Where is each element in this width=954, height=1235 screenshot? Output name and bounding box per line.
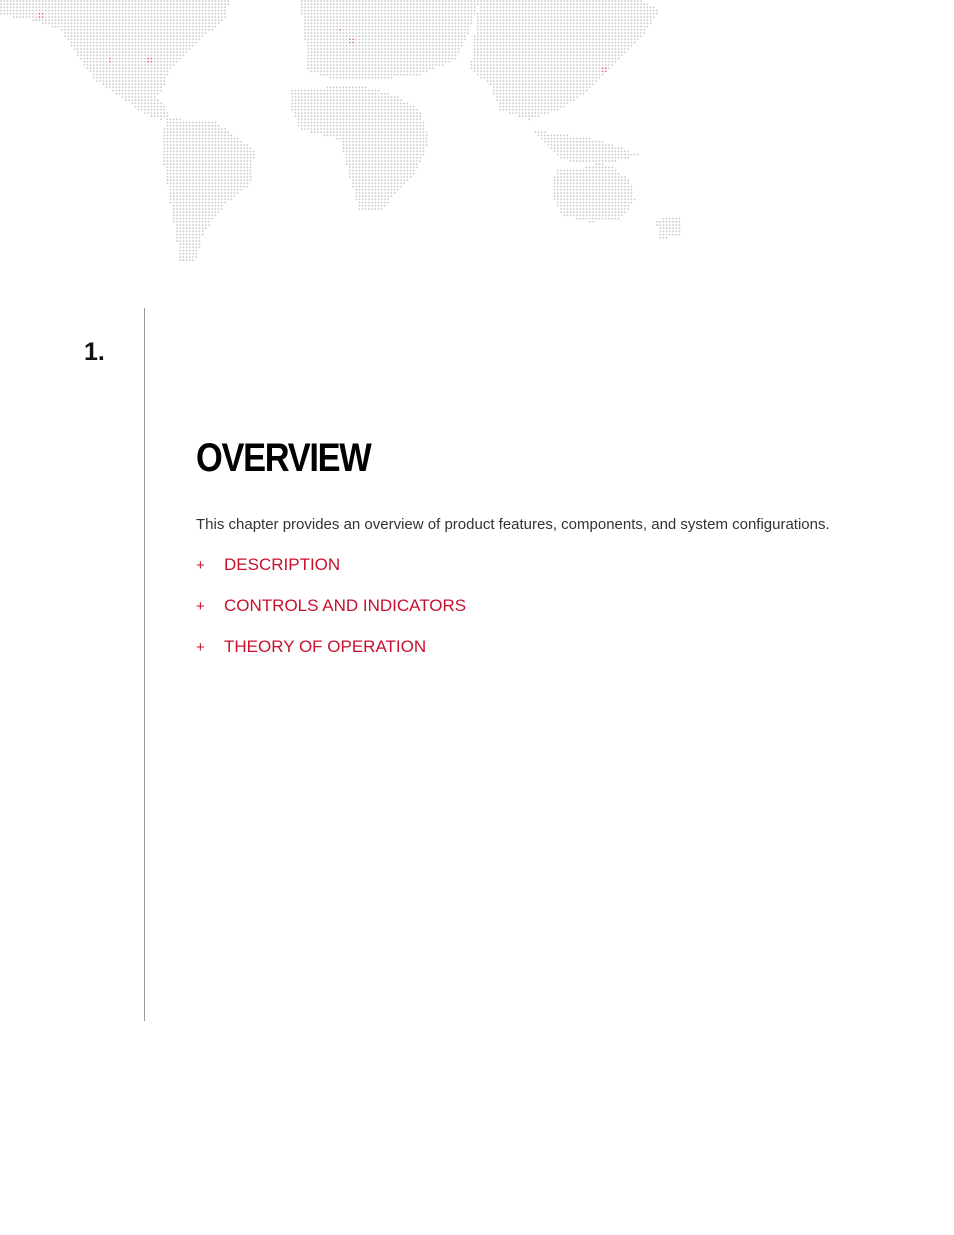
chapter-number: 1. xyxy=(84,338,105,366)
plus-icon: + xyxy=(196,639,205,656)
toc-item-controls-and-indicators xyxy=(196,596,466,637)
toc-link-controls-and-indicators[interactable]: CONTROLS AND INDICATORS xyxy=(224,596,467,615)
toc-link-theory-of-operation[interactable]: THEORY OF OPERATION xyxy=(224,637,427,656)
plus-icon: + xyxy=(196,557,205,574)
plus-icon: + xyxy=(196,598,205,615)
vertical-divider xyxy=(144,308,145,1021)
toc-link-description[interactable]: DESCRIPTION xyxy=(224,555,341,574)
chapter-contents-list xyxy=(196,555,466,678)
chapter-intro: This chapter provides an overview of product features, components, and system configurations. xyxy=(196,516,830,533)
chapter-title: OVERVIEW xyxy=(196,436,371,480)
toc-item-description xyxy=(196,555,466,596)
toc-item-theory-of-operation xyxy=(196,637,466,678)
world-map-graphic xyxy=(0,0,700,270)
